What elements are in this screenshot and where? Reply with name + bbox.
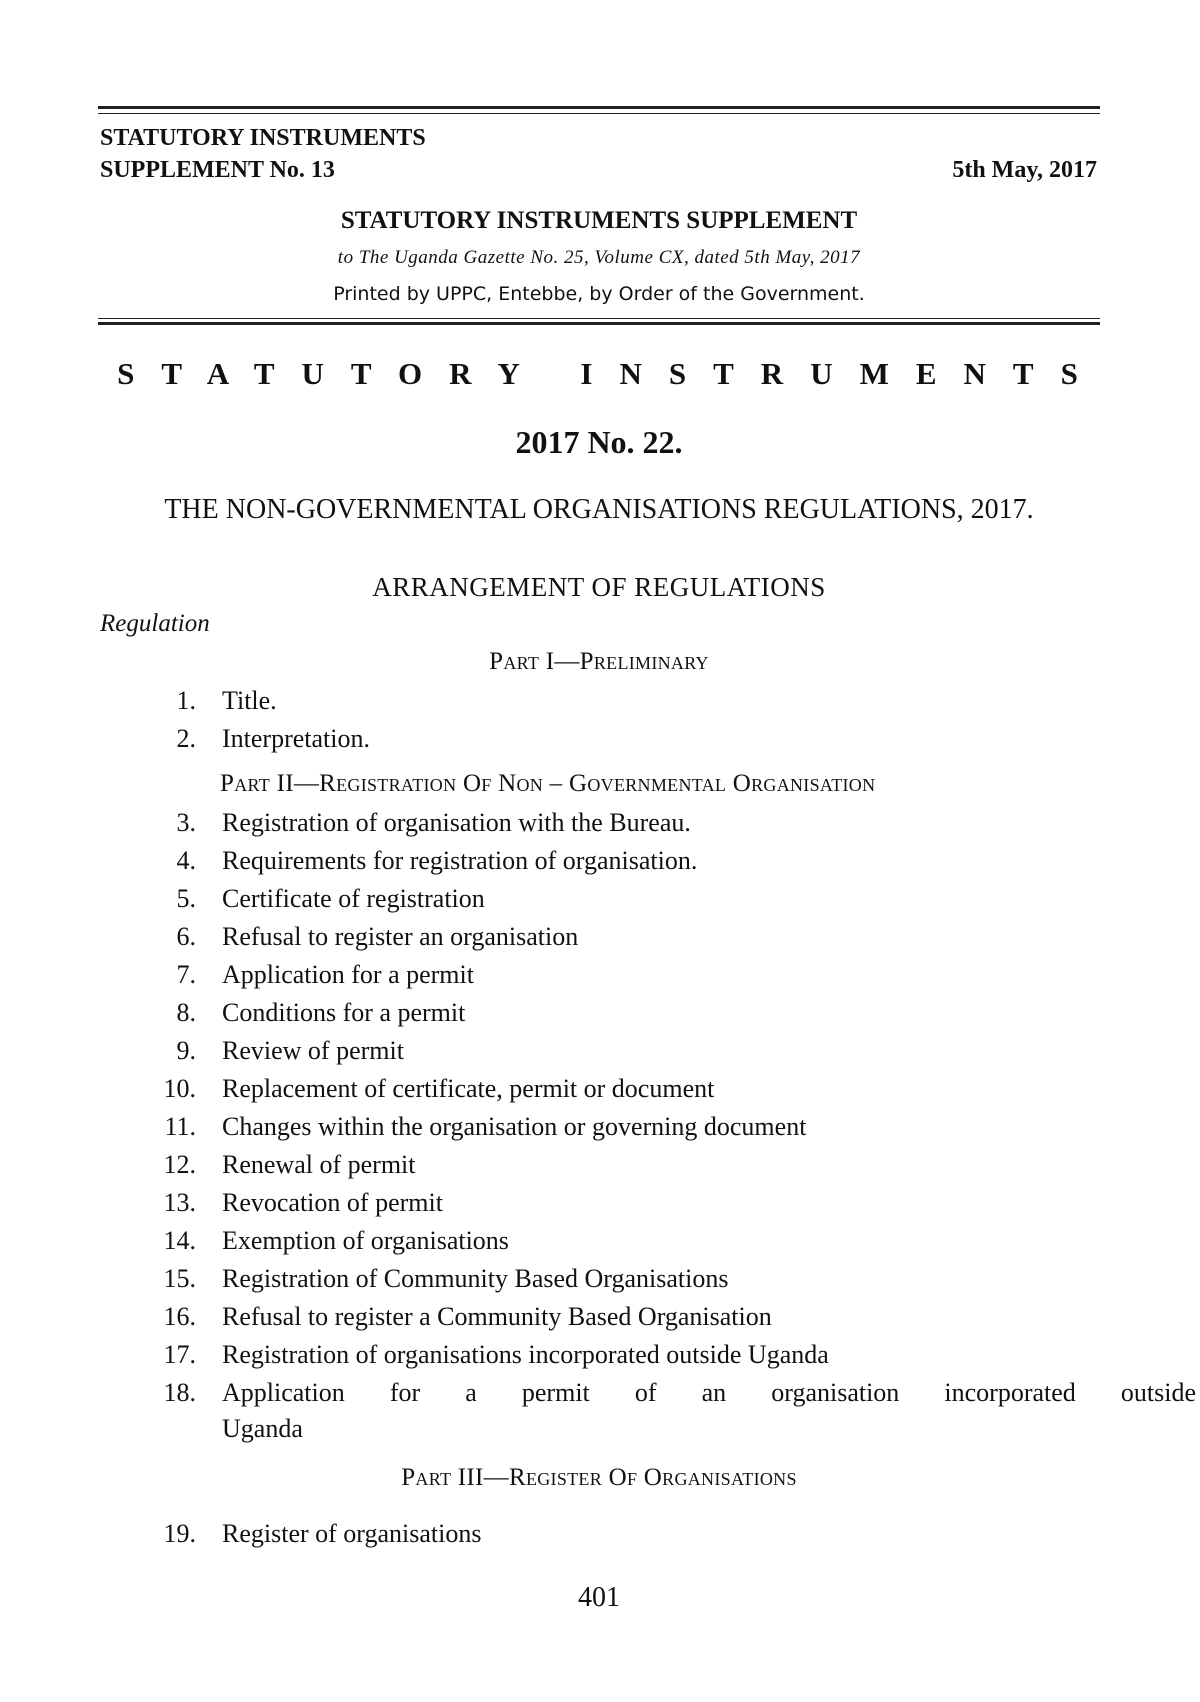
regulation-number: 14. [163, 1226, 196, 1255]
regulation-number: 5. [176, 884, 196, 913]
regulation-number: 18. [163, 1378, 196, 1407]
series-line-1: STATUTORY INSTRUMENTS [100, 125, 426, 151]
part-heading-2: Part II—Registration Of Non – Governmental Organisation [220, 770, 876, 797]
regulation-title: Exemption of organisations [222, 1226, 509, 1255]
regulations-title: THE NON-GOVERNMENTAL ORGANISATIONS REGULATIONS, 2017. [164, 494, 1034, 525]
regulation-title: Review of permit [222, 1036, 404, 1065]
regulation-title: Registration of organisation with the Bureau. [222, 808, 691, 837]
document-heading: STATUTORY INSTRUMENTS [117, 356, 1105, 391]
regulation-title: Replacement of certificate, permit or document [222, 1074, 715, 1103]
regulation-title: Requirements for registration of organisation. [222, 846, 698, 875]
header-rule-bottom-inner [98, 318, 1100, 319]
regulation-column-label: Regulation [100, 610, 210, 637]
regulation-title: Changes within the organisation or governing document [222, 1112, 807, 1141]
regulation-title: Refusal to register a Community Based Organisation [222, 1302, 772, 1331]
regulation-title: Application for a permit [222, 960, 474, 989]
header-rule-top [98, 106, 1100, 109]
series-line-2: SUPPLEMENT No. 13 [100, 157, 335, 183]
gazette-reference: to The Uganda Gazette No. 25, Volume CX, dated 5th May, 2017 [337, 247, 861, 268]
regulation-title: Interpretation. [222, 724, 370, 753]
regulation-title: Conditions for a permit [222, 998, 466, 1027]
arrangement-heading: ARRANGEMENT OF REGULATIONS [372, 572, 826, 602]
regulation-number: 3. [176, 808, 196, 837]
regulation-number: 8. [176, 998, 196, 1027]
regulation-title: Refusal to register an organisation [222, 922, 579, 951]
regulation-title-continuation: Uganda [222, 1414, 303, 1443]
regulation-number: 19. [163, 1519, 196, 1548]
header-rule-bottom [98, 322, 1100, 325]
regulation-number: 9. [176, 1036, 196, 1065]
instrument-number: 2017 No. 22. [515, 424, 683, 460]
supplement-date: 5th May, 2017 [952, 157, 1097, 183]
regulation-number: 13. [163, 1188, 196, 1217]
regulation-title: Renewal of permit [222, 1150, 416, 1179]
regulation-number: 4. [176, 846, 196, 875]
part-heading-1: Part I—Preliminary [489, 648, 709, 675]
regulation-title: Revocation of permit [222, 1188, 443, 1217]
printer-note: Printed by UPPC, Entebbe, by Order of the Government. [333, 283, 865, 305]
regulation-title: Registration of Community Based Organisations [222, 1264, 729, 1293]
part-heading-3: Part III—Register Of Organisations [401, 1464, 797, 1491]
regulation-title: Registration of organisations incorporated outside Uganda [222, 1340, 829, 1369]
regulation-number: 2. [176, 724, 196, 753]
regulation-number: 15. [163, 1264, 196, 1293]
supplement-title: STATUTORY INSTRUMENTS SUPPLEMENT [340, 207, 858, 234]
regulation-number: 6. [176, 922, 196, 951]
regulation-number: 12. [163, 1150, 196, 1179]
regulation-number: 16. [163, 1302, 196, 1331]
regulation-number: 10. [163, 1074, 196, 1103]
page-number: 401 [578, 1582, 620, 1613]
regulation-number: 17. [163, 1340, 196, 1369]
regulation-number: 7. [176, 960, 196, 989]
regulation-number: 11. [164, 1112, 196, 1141]
regulation-title: Certificate of registration [222, 884, 485, 913]
regulation-title: Title. [222, 686, 277, 715]
header-rule-top-inner [98, 113, 1100, 114]
regulation-title: Application for a permit of an organisation incorporated outside [222, 1378, 1196, 1407]
regulation-title: Register of organisations [222, 1519, 482, 1548]
regulation-number: 1. [176, 686, 196, 715]
